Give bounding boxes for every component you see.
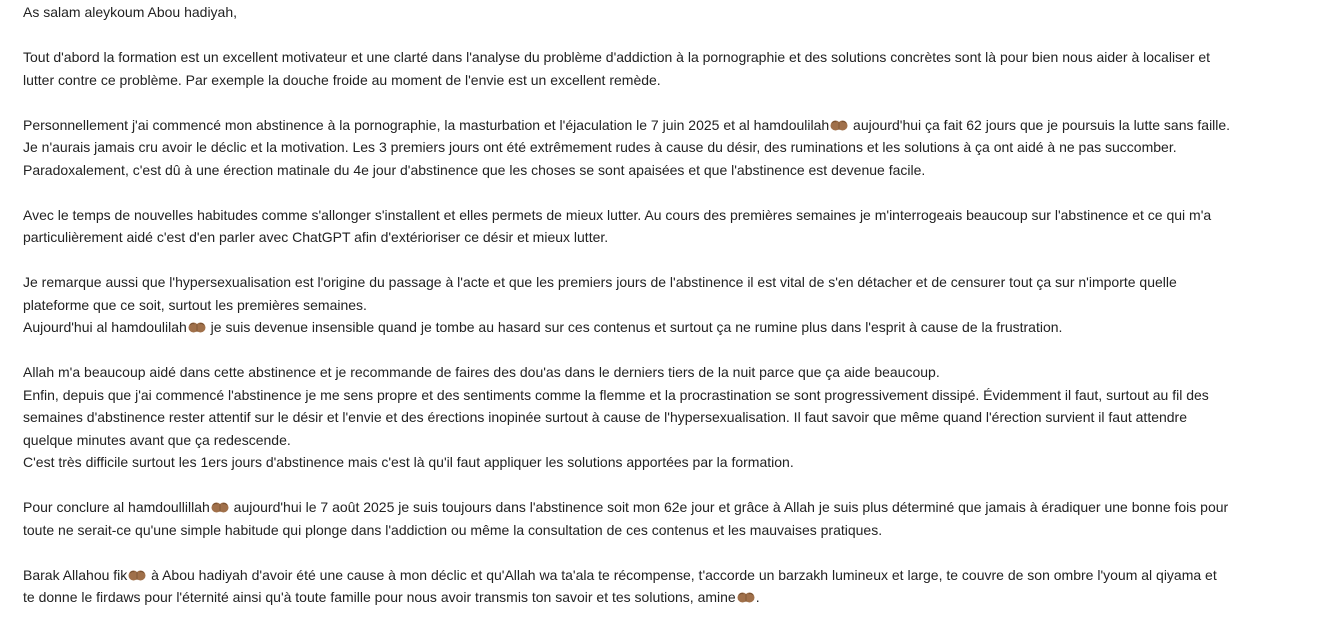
text-segment: Avec le temps de nouvelles habitudes comme s'allonger s'installent et elles permets de mieux lutter. Au cours des premières semaines je m'interrogeais beaucoup sur l'abstinence et ce qui m'a — [23, 206, 1212, 223]
paragraph — [23, 204, 1319, 249]
text-segment: toute ne serait-ce qu'une simple habitude qui plonge dans l'addiction ou même la consultation de ces contenus et les mauvaises pratiques. — [23, 521, 883, 538]
text-segment: semaines d'abstinence rester attentif sur le désir et l'envie et des érections inopinée surtout à cause de l'hypersexualisation. Il faut savoir que même quand l'érection survient il faut attendre — [23, 409, 1188, 425]
text-segment: Aujourd'hui al hamdoulilah — [23, 319, 187, 335]
text-segment: Personnellement j'ai commencé mon abstinence à la pornographie, la masturbation et l'éjaculation le 7 juin 2025 et al hamdoulilah — [23, 116, 830, 133]
text-segment: aujourd'hui le 7 août 2025 je suis toujours dans l'abstinence soit mon 62e jour et grâce à Allah je suis plus déterminé que jamais à éradiquer une bonne fois pour — [229, 499, 1229, 515]
text-segment: Je remarque aussi que l'hypersexualisation est l'origine du passage à l'acte et que les premiers jours de l'abstinence il est vital de s'en détacher et de censurer tout ça sur n'importe quelle — [23, 274, 1177, 290]
text-segment: Enfin, depuis que j'ai commencé l'abstinence je me sens propre et des sentiments comme la flemme et la procrastination se sont progressivement dissipé. Évidemment il faut, surtout au fil des — [23, 386, 1209, 403]
text-segment: . — [755, 589, 760, 605]
text-line — [23, 226, 1319, 249]
text-line — [23, 496, 1319, 519]
message-paragraphs — [23, 46, 1319, 609]
praying-hands-icon — [211, 501, 229, 513]
email-body — [23, 1, 1319, 631]
text-line — [23, 69, 1319, 92]
praying-hands-icon — [737, 591, 755, 603]
text-line — [23, 384, 1319, 407]
text-line — [23, 159, 1319, 182]
praying-hands-icon — [830, 119, 848, 131]
praying-hands-icon — [188, 321, 206, 333]
text-segment: Je n'aurais jamais cru avoir le déclic et la motivation. Les 3 premiers jours ont été extrêmement rudes à cause du désir, des ruminations et les solutions à ça ont aidé à ne pas succomber. — [23, 139, 1177, 155]
text-segment: lutter contre ce problème. Par exemple la douche froide au moment de l'envie est un excellent remède. — [23, 71, 661, 88]
text-line — [23, 294, 1319, 317]
text-line — [23, 316, 1319, 339]
text-segment: Tout d'abord la formation est un excellent motivateur et une clarté dans l'analyse du problème d'addiction à la pornographie et des solutions concrètes sont là pour bien nous aider à localiser et — [23, 49, 1211, 65]
text-line — [23, 136, 1319, 159]
text-segment: plateforme que ce soit, surtout les premières semaines. — [23, 296, 367, 313]
text-segment: Pour conclure al hamdoullillah — [23, 499, 210, 515]
text-line — [23, 271, 1319, 294]
text-segment: Paradoxalement, c'est dû à une érection matinale du 4e jour d'abstinence que les choses se sont apaisées et que l'abstinence est devenue facile. — [23, 161, 926, 178]
text-line — [23, 429, 1319, 452]
text-line — [23, 406, 1319, 429]
text-line — [23, 361, 1319, 384]
text-segment: te donne le firdaws pour l'éternité ainsi qu'à toute famille pour nous avoir transmis ton savoir et tes solutions, amine — [23, 589, 736, 605]
text-line — [23, 564, 1319, 587]
text-segment: je suis devenue insensible quand je tombe au hasard sur ces contenus et surtout ça ne rumine plus dans l'esprit à cause de la frustration. — [206, 319, 1063, 335]
greeting — [23, 1, 1319, 24]
text-line — [23, 586, 1319, 609]
paragraph — [23, 496, 1319, 541]
text-segment: quelque minutes avant que ça redescende. — [23, 431, 291, 448]
text-segment: Barak Allahou fik — [23, 566, 128, 583]
praying-hands-icon — [128, 569, 146, 581]
paragraph — [23, 46, 1319, 91]
text-line — [23, 451, 1319, 474]
text-segment: particulièrement aidé c'est d'en parler avec ChatGPT afin d'extérioriser ce désir et mieux lutter. — [23, 229, 609, 245]
text-line — [23, 46, 1319, 69]
paragraph — [23, 361, 1319, 474]
text-segment: Allah m'a beaucoup aidé dans cette abstinence et je recommande de faires des dou'as dans le derniers tiers de la nuit parce que ça aide beaucoup. — [23, 364, 940, 380]
text-line — [23, 114, 1319, 137]
text-segment: aujourd'hui ça fait 62 jours que je poursuis la lutte sans faille. — [849, 116, 1231, 133]
paragraph — [23, 114, 1319, 182]
paragraph — [23, 564, 1319, 609]
text-line — [23, 519, 1319, 542]
text-segment: à Abou hadiyah d'avoir été une cause à mon déclic et qu'Allah wa ta'ala te récompense, t'accorde un barzakh lumineux et large, te couvre de son ombre l'youm al qiyama et — [147, 566, 1217, 583]
text-segment: C'est très difficile surtout les 1ers jours d'abstinence mais c'est là qu'il faut appliquer les solutions apportées par la formation. — [23, 454, 794, 470]
paragraph — [23, 271, 1319, 339]
text-line — [23, 204, 1319, 227]
greeting-line: As salam aleykoum Abou hadiyah, — [23, 4, 238, 20]
